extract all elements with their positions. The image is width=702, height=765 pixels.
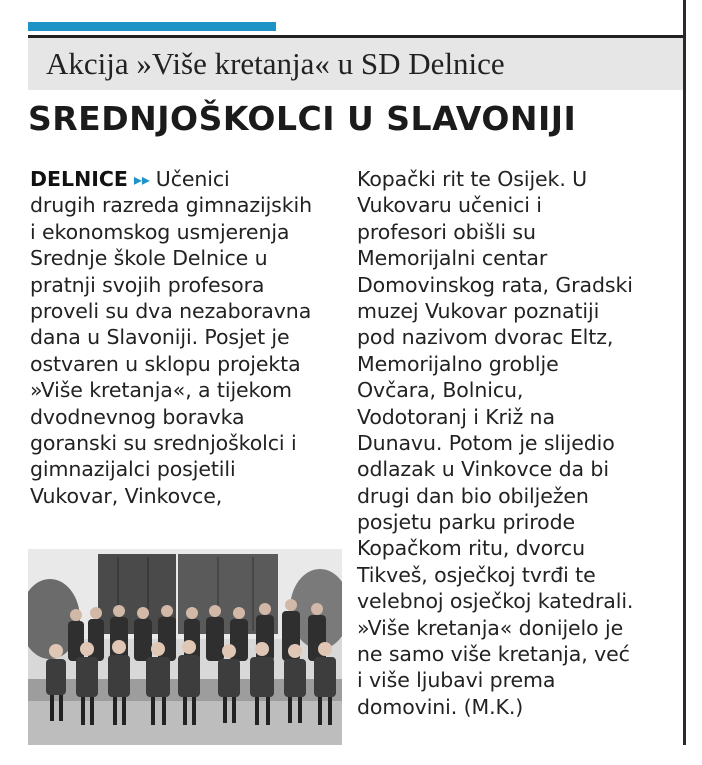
- text-line: profesori obišli su: [357, 219, 536, 244]
- text-line: »Više kretanja«, a tijekom: [30, 378, 292, 403]
- text-line: pratnji svojih profesora: [30, 272, 265, 297]
- text-line: [30, 166, 330, 192]
- text-line: i ekonomskog usmjerenja: [30, 219, 290, 244]
- text-line: odlazak u Vinkovce da bi: [357, 457, 609, 482]
- text-line: dvodnevnog boravka: [30, 404, 245, 429]
- text-line: Kopačkom ritu, dvorcu: [357, 536, 585, 561]
- text-line: domovini. (M.K.): [357, 694, 524, 719]
- text-line: »Više kretanja« donijelo je: [357, 615, 624, 640]
- text-line: pod nazivom dvorac Eltz,: [357, 325, 614, 350]
- text-line: drugi dan bio obilježen: [357, 483, 589, 508]
- text-line: Memorijalno groblje: [357, 351, 559, 376]
- text-line: Domovinskog rata, Gradski: [357, 272, 633, 297]
- text-line: i više ljubavi prema: [357, 668, 556, 693]
- dateline: DELNICE: [30, 167, 128, 191]
- text-line: dana u Slavoniji. Posjet je: [30, 325, 290, 350]
- double-chevron-right-icon: ▸▸: [133, 170, 150, 189]
- text-line: Vukovaru učenici i: [357, 193, 542, 218]
- article-kicker: Akcija »Više kretanja« u SD Delnice: [46, 46, 505, 81]
- text-line: Dunavu. Potom je slijedio: [357, 430, 615, 455]
- text-line: ne samo više kretanja, već: [357, 642, 630, 667]
- text-line: gimnazijalci posjetili: [30, 457, 236, 482]
- text-line: proveli su dva nezaboravna: [30, 298, 312, 323]
- text-line: posjetu parku prirode: [357, 510, 576, 535]
- text-line: muzej Vukovar poznatiji: [357, 298, 600, 323]
- text-line: Srednje škole Delnice u: [30, 246, 268, 271]
- text-line: Vukovar, Vinkovce,: [30, 483, 223, 508]
- text-line: Kopački rit te Osijek. U: [357, 167, 588, 191]
- accent-bar: [28, 22, 276, 31]
- text-line: Memorijalni centar: [357, 246, 548, 271]
- text-line: ostvaren u sklopu projekta: [30, 351, 301, 376]
- text-line: Tikveš, osječkoj tvrđi te: [357, 562, 596, 587]
- text-column-right: [357, 166, 682, 720]
- group-photo-illustration: [28, 549, 342, 745]
- text-line: Ovčara, Bolnicu,: [357, 378, 524, 403]
- article-headline: SREDNJOŠKOLCI U SLAVONIJI: [28, 99, 577, 138]
- text-line-content: Učenici: [155, 167, 230, 191]
- page-edge-rule: [683, 0, 686, 745]
- group-photo: [28, 549, 342, 745]
- text-line: drugih razreda gimnazijskih: [30, 193, 313, 218]
- text-line: velebnoj osječkoj katedrali.: [357, 589, 634, 614]
- kicker-band: [28, 38, 683, 90]
- text-line: goranski su srednjoškolci i: [30, 430, 297, 455]
- text-column-left: [30, 166, 330, 509]
- text-line: Vodotoranj i Križ na: [357, 404, 555, 429]
